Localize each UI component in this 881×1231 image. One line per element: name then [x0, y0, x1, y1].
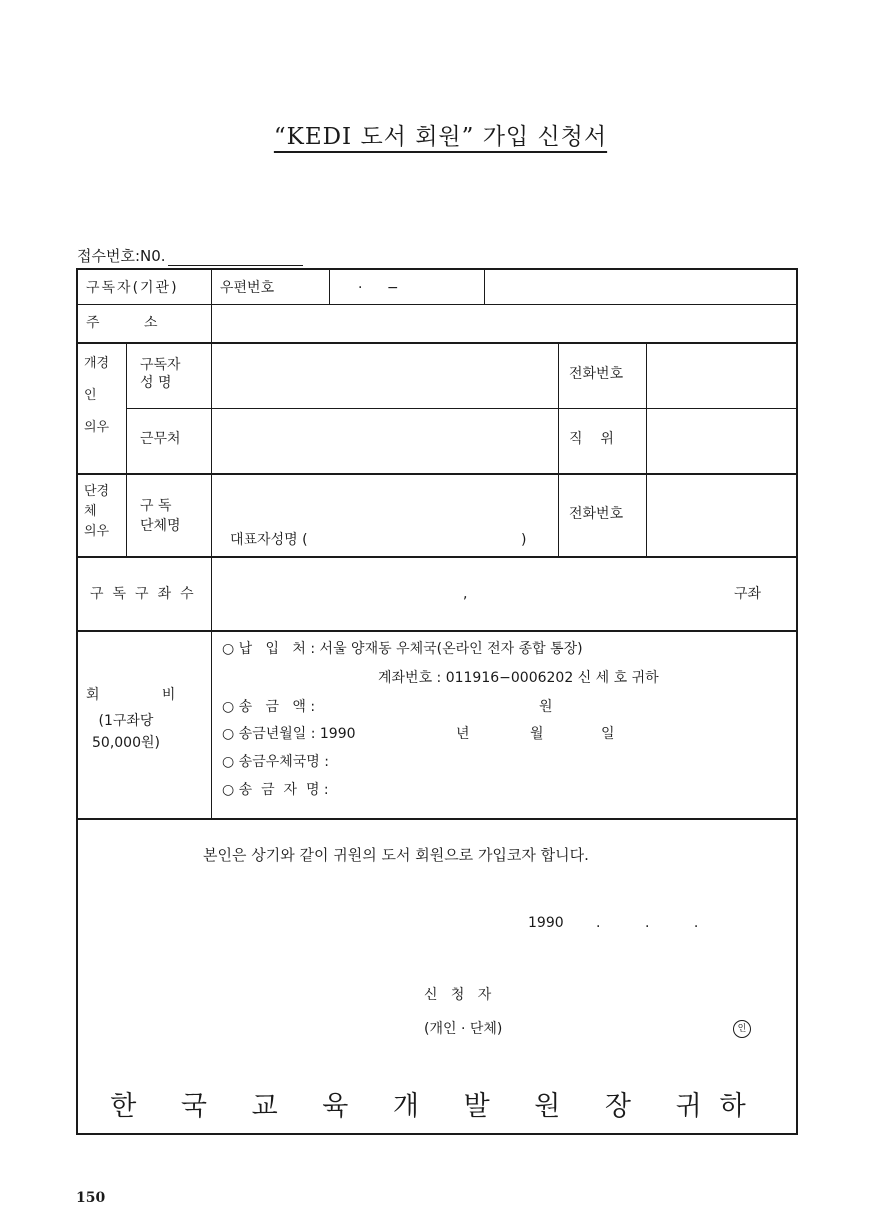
remitter-label: ○ 송 금 자 명 :: [222, 782, 329, 798]
individual-section-label: 개경 인 의우: [84, 356, 110, 435]
group-name-label: 구 독 단체명: [140, 498, 181, 534]
row-divider: [78, 818, 796, 820]
column-divider: [126, 342, 127, 556]
remit-date-label: ○ 송금년월일 : 1990: [222, 726, 356, 742]
representative-label: 대표자성명 (: [230, 532, 308, 548]
application-date-dots: . . .: [596, 915, 699, 931]
group-name-field[interactable]: [213, 474, 557, 555]
phone-label: 전화번호: [569, 366, 624, 382]
fee-label: 회 비: [86, 687, 176, 703]
group-phone-field[interactable]: [648, 474, 795, 555]
account-number: 계좌번호 : 011916−0006202 신 세 호 귀하: [378, 670, 659, 686]
accounts-comma: ,: [463, 586, 468, 602]
accounts-label: 구독구좌수: [90, 586, 203, 602]
column-divider: [558, 342, 559, 556]
phone-label-2: 전화번호: [569, 506, 624, 522]
year-unit: 년: [456, 726, 470, 742]
column-divider: [484, 270, 485, 304]
receipt-number: [77, 245, 303, 266]
applicant-label: 신 청 자: [424, 987, 492, 1003]
accounts-unit: 구좌: [734, 586, 762, 602]
document-title: “KEDI 도서 회원” 가입 신청서: [273, 124, 608, 150]
subscriber-label: 구독자(기관): [86, 280, 179, 296]
application-form: [76, 268, 798, 1135]
column-divider: [211, 270, 212, 818]
application-date-year: 1990: [528, 915, 564, 931]
subscriber-name-field[interactable]: [213, 343, 557, 407]
workplace-field[interactable]: [213, 409, 557, 472]
column-divider: [646, 342, 647, 556]
post-office-label: ○ 송금우체국명 :: [222, 754, 329, 770]
amount-unit: 원: [539, 699, 553, 715]
representative-close: ): [521, 532, 527, 548]
day-unit: 일: [601, 726, 615, 742]
address-label: 주 소: [86, 315, 158, 331]
fee-note: (1구좌당 50,000원): [92, 713, 160, 751]
receipt-number-label: 접수번호:N0.: [77, 247, 166, 265]
postal-code-label: 우편번호: [220, 280, 275, 296]
group-section-label: 단경 체 의우: [84, 484, 110, 539]
receipt-number-line[interactable]: [168, 251, 303, 266]
page-number: 150: [76, 1190, 106, 1206]
subscriber-name-label: 구독자 성 명: [140, 357, 181, 391]
row-divider: [78, 630, 796, 632]
phone-field[interactable]: [648, 343, 795, 407]
workplace-label: 근무처: [140, 431, 181, 447]
applicant-type: (개인 · 단체): [424, 1021, 503, 1037]
position-field[interactable]: [648, 409, 795, 472]
declaration-text: 본인은 상기와 같이 귀원의 도서 회원으로 가입코자 합니다.: [203, 846, 589, 864]
position-label: 직 위: [569, 431, 614, 447]
address-field[interactable]: [213, 305, 795, 341]
column-divider: [329, 270, 330, 304]
addressee: 한 국 교 육 개 발 원 장 귀하: [110, 1091, 764, 1122]
seal-mark[interactable]: 인: [733, 1020, 751, 1038]
accounts-field[interactable]: [213, 558, 713, 629]
month-unit: 월: [530, 726, 544, 742]
postal-code-field[interactable]: · −: [358, 280, 409, 296]
amount-label: ○ 송 금 액 :: [222, 699, 316, 715]
payment-place: ○ 납 입 처 : 서울 양재동 우체국(온라인 전자 종합 통장): [222, 641, 583, 657]
